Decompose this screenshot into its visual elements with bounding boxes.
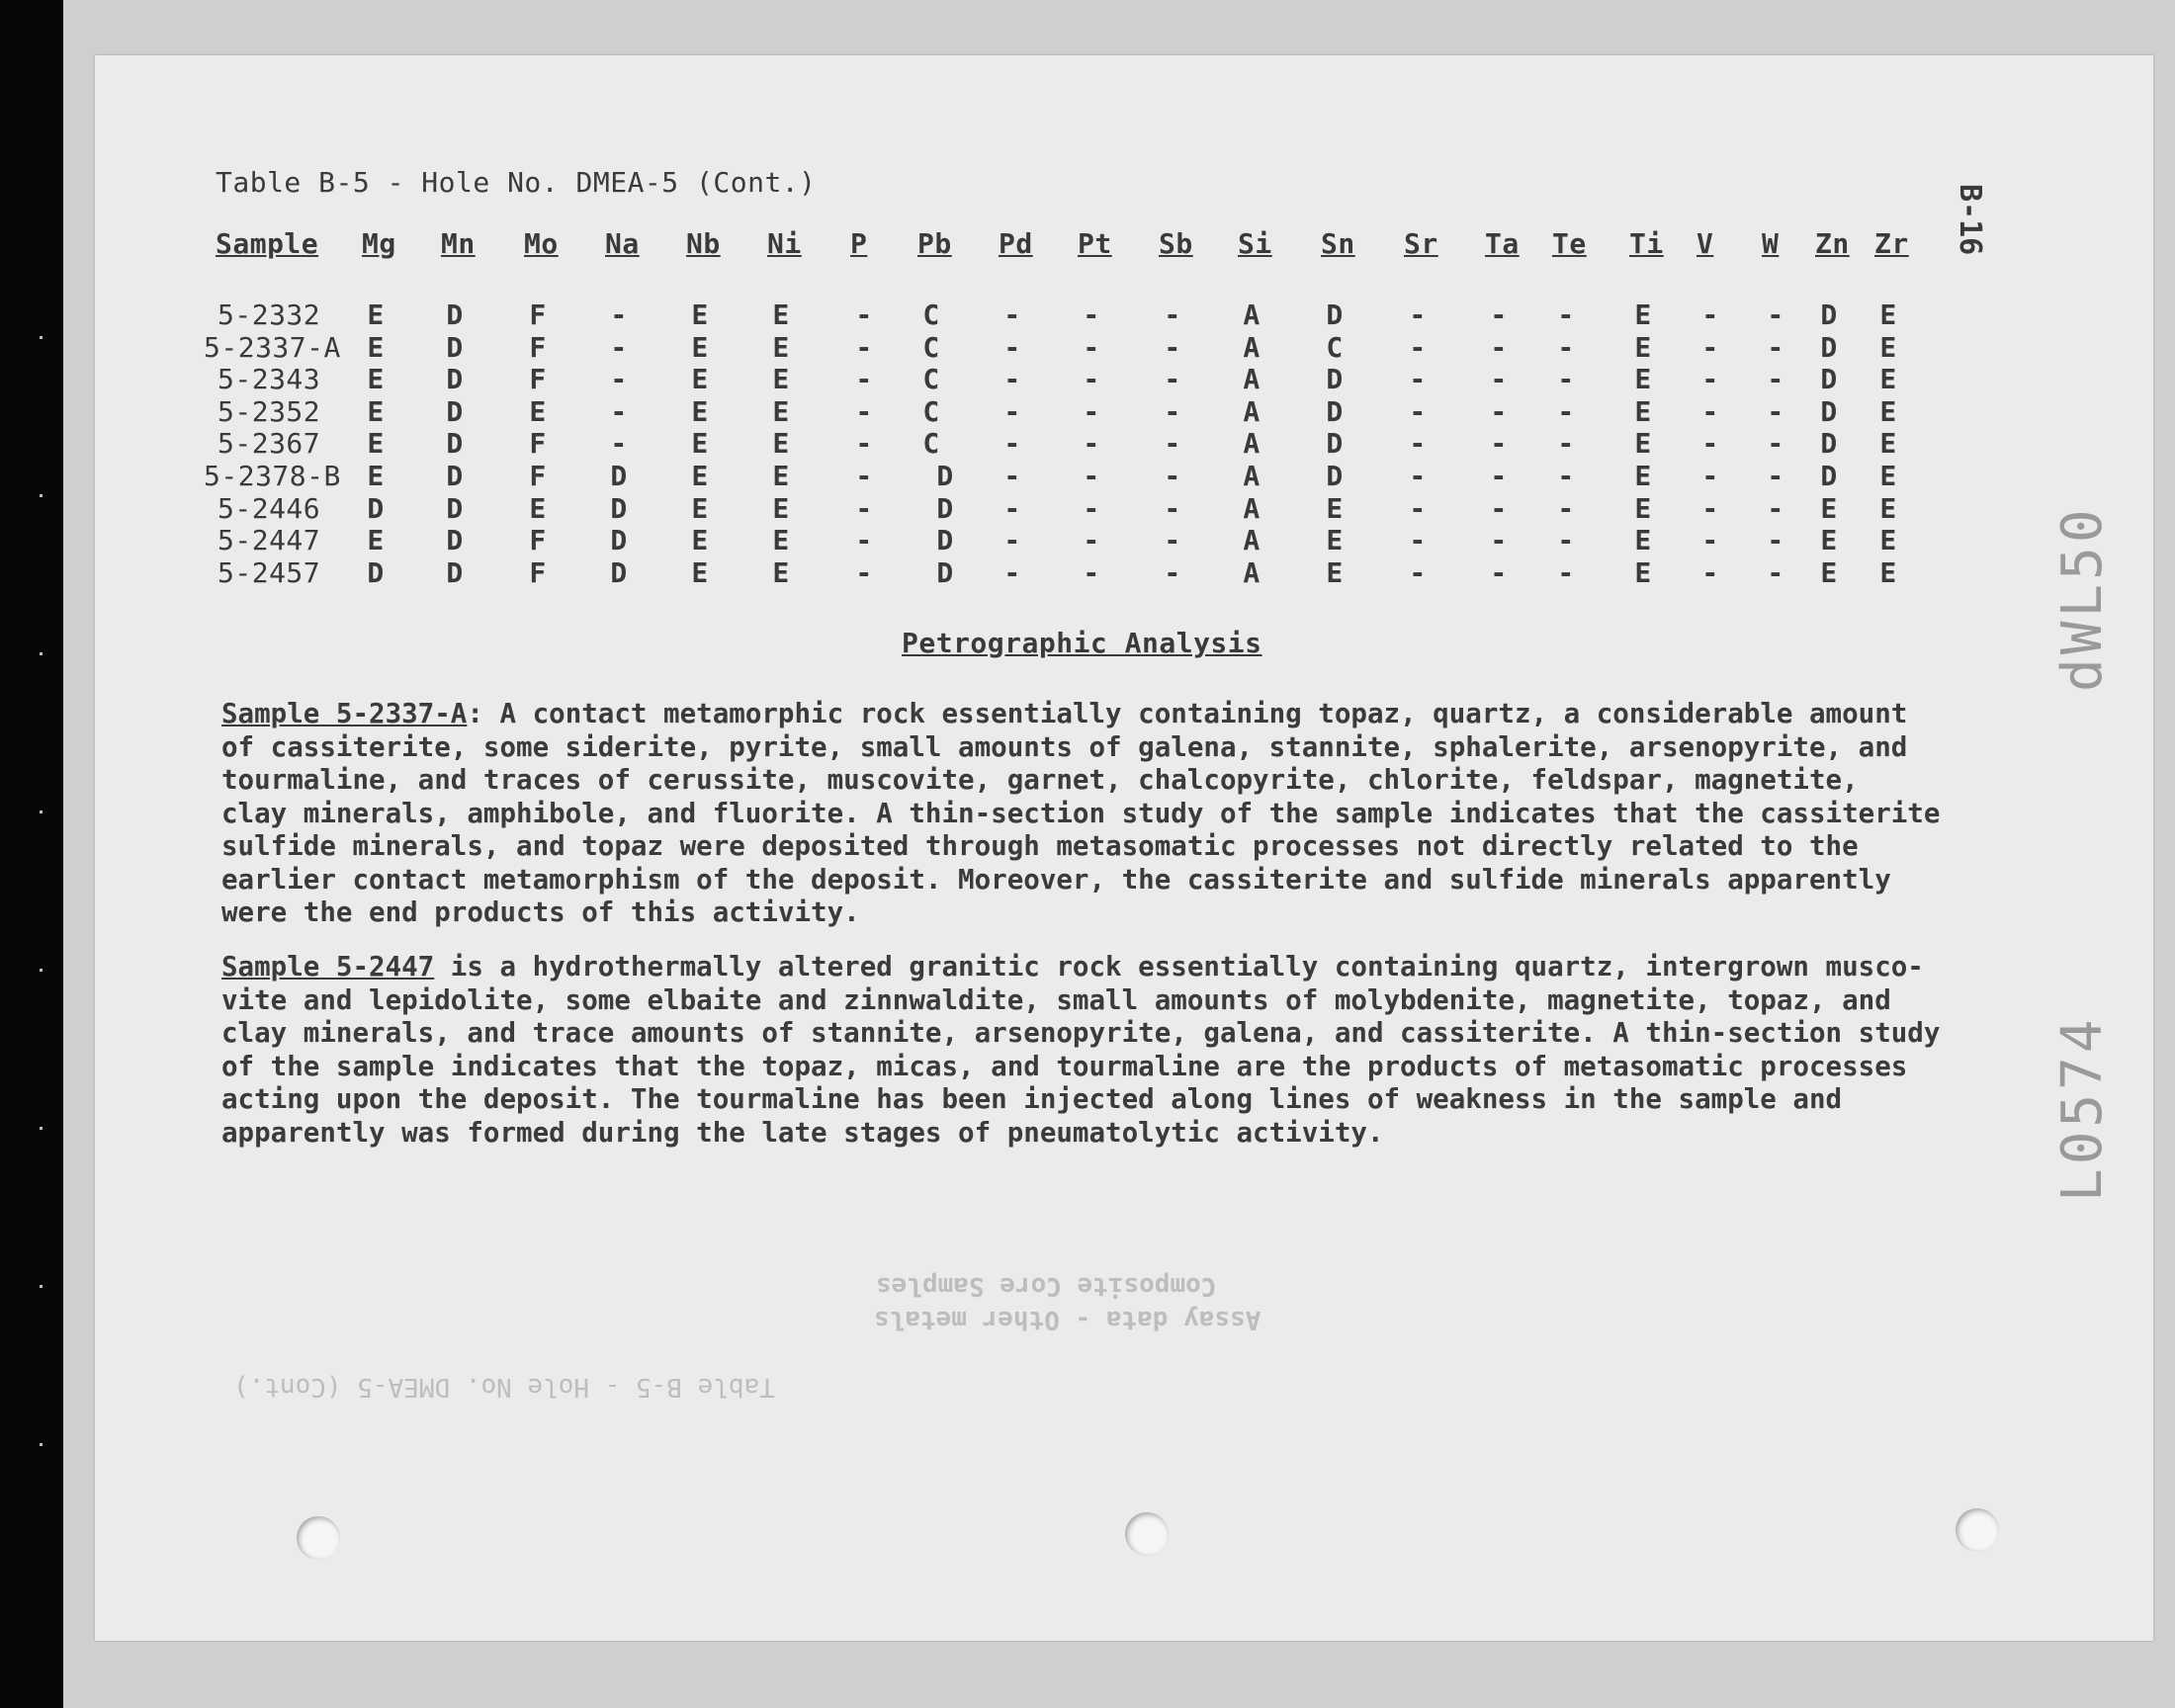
table-cell: - [1164,394,1181,428]
column-header: Pd [999,227,1033,260]
paragraph-line: were the end products of this activity. [221,897,860,928]
table-cell: D [1326,460,1344,492]
table-cell: A [1243,555,1261,589]
table-cell: E [1879,491,1897,525]
table-cell: E [1634,491,1652,525]
table-cell: - [1701,555,1719,589]
table-cell: - [1003,460,1021,492]
paragraph-line: : A contact metamorphic rock essentially containing topaz, quartz, a considerable amount [467,698,1908,729]
table-cell: F [529,330,547,364]
table-cell: - [1490,299,1508,331]
column-header: Na [605,227,640,260]
table-title: Table B-5 - Hole No. DMEA-5 (Cont.) [216,166,817,199]
column-header: Sample [216,227,319,260]
table-cell: - [1164,330,1181,364]
table-cell: F [529,427,547,461]
table-cell: E [1326,491,1344,525]
row-sample-label: 5-2378-B [204,460,341,492]
table-cell: D [1326,363,1344,396]
table-cell: - [1164,363,1181,396]
page-number: B-16 [1953,184,1987,256]
table-cell: E [691,363,709,396]
table-cell: E [1634,427,1652,461]
table-cell: E [529,394,547,428]
table-cell: - [1701,394,1719,428]
table-cell: - [1490,394,1508,428]
table-cell: E [691,491,709,525]
table-cell: - [1490,491,1508,525]
table-cell: D [936,491,954,525]
table-cell: F [529,363,547,396]
table-cell: D [936,524,954,557]
table-cell: D [610,555,628,589]
table-cell: D [610,460,628,492]
table-cell: E [1634,524,1652,557]
table-cell: E [691,299,709,331]
table-cell: - [1490,460,1508,492]
column-header: Sn [1321,227,1355,260]
punch-hole-center [1125,1512,1169,1556]
column-header: Zr [1874,227,1909,260]
table-cell: - [1490,555,1508,589]
table-cell: - [1557,491,1575,525]
table-cell: - [1083,460,1100,492]
table-cell: - [1409,491,1427,525]
table-cell: - [855,427,873,461]
table-cell: - [1767,363,1784,396]
table-cell: D [446,427,464,461]
bleed-through-heading: Assay data - Other metals [874,1305,1262,1334]
table-cell: E [1879,555,1897,589]
table-cell: - [1767,524,1784,557]
row-sample-label: 5-2352 [218,394,321,428]
table-cell: - [610,394,628,428]
table-cell: D [446,299,464,331]
table-cell: E [1326,524,1344,557]
table-cell: E [1879,299,1897,331]
bleed-through-subheading: Composite Core Samples [876,1271,1217,1301]
table-cell: E [691,394,709,428]
table-cell: - [1083,491,1100,525]
column-header: Mg [362,227,396,260]
table-cell: F [529,524,547,557]
table-cell: A [1243,491,1261,525]
table-cell: - [1083,363,1100,396]
paragraph-line: of the sample indicates that the topaz, micas, and tourmaline are the products of metasomatic processes [221,1050,1908,1082]
table-cell: E [1634,330,1652,364]
table-cell: - [1767,394,1784,428]
table-cell: - [1409,524,1427,557]
table-cell: - [1701,330,1719,364]
table-cell: - [610,330,628,364]
table-cell: - [1490,330,1508,364]
table-cell: - [1701,524,1719,557]
table-cell: - [855,299,873,331]
table-cell: A [1243,330,1261,364]
table-cell: A [1243,394,1261,428]
table-cell: D [446,524,464,557]
table-cell: E [1879,330,1897,364]
table-cell: - [1083,394,1100,428]
table-cell: D [1820,427,1838,461]
table-cell: - [1083,555,1100,589]
table-cell: - [1557,363,1575,396]
column-header: Si [1238,227,1272,260]
paragraph-lead: Sample 5-2337-A [221,698,468,729]
table-cell: D [1326,427,1344,461]
table-cell: - [1409,299,1427,331]
table-cell: - [1003,524,1021,557]
table-cell: C [1326,330,1344,364]
table-cell: - [1083,330,1100,364]
table-cell: - [1701,460,1719,492]
table-cell: D [446,555,464,589]
table-cell: - [1164,555,1181,589]
column-header: Ni [767,227,802,260]
table-cell: E [772,394,790,428]
table-cell: A [1243,460,1261,492]
table-cell: E [772,363,790,396]
column-header: Zn [1815,227,1850,260]
table-cell: - [1003,427,1021,461]
table-cell: - [1490,427,1508,461]
table-cell: E [1879,524,1897,557]
table-cell: D [1326,299,1344,331]
column-header: Sr [1404,227,1438,260]
table-cell: E [691,427,709,461]
table-cell: D [936,555,954,589]
side-stamp-top: dWL50 [2050,505,2115,692]
column-header: Te [1552,227,1587,260]
table-cell: E [1634,394,1652,428]
table-cell: E [1634,555,1652,589]
table-cell: - [1164,524,1181,557]
table-cell: E [1820,555,1838,589]
table-cell: D [367,491,385,525]
table-cell: - [1083,427,1100,461]
column-header: Mo [524,227,559,260]
table-cell: D [936,460,954,492]
section-title: Petrographic Analysis [902,627,1262,659]
paragraph-lead: Sample 5-2447 [221,951,435,982]
table-cell: - [1409,330,1427,364]
paragraph-line: of cassiterite, some siderite, pyrite, small amounts of galena, stannite, sphalerite, arsenopyrite, and [221,730,1908,763]
column-header: Ti [1629,227,1664,260]
table-cell: - [1701,491,1719,525]
table-cell: D [446,491,464,525]
side-stamp-bottom: L0574 [2050,1015,2115,1202]
table-cell: A [1243,299,1261,331]
punch-hole-right [1956,1508,1999,1552]
table-cell: - [1557,394,1575,428]
row-sample-label: 5-2337-A [204,330,341,364]
punch-hole-left [297,1516,340,1560]
table-cell: D [1820,460,1838,492]
table-cell: - [1767,491,1784,525]
table-cell: C [922,394,940,428]
table-cell: D [1326,394,1344,428]
table-cell: E [1879,460,1897,492]
table-cell: E [367,524,385,557]
table-cell: D [610,491,628,525]
table-cell: E [367,394,385,428]
table-cell: - [1557,427,1575,461]
table-cell: - [855,555,873,589]
table-cell: E [367,427,385,461]
table-cell: - [1490,524,1508,557]
table-cell: C [922,330,940,364]
table-cell: - [1767,330,1784,364]
scanner-edge [0,0,63,1708]
table-cell: A [1243,363,1261,396]
table-cell: E [772,427,790,461]
table-cell: - [1409,363,1427,396]
paragraph-line: earlier contact metamorphism of the deposit. Moreover, the cassiterite and sulfide minerals apparently [221,863,1891,896]
table-cell: D [446,394,464,428]
table-cell: - [1003,555,1021,589]
table-cell: C [922,299,940,331]
paragraph-line: acting upon the deposit. The tourmaline has been injected along lines of weakness in the sample and [221,1083,1843,1115]
table-cell: - [1557,460,1575,492]
table-cell: E [1879,394,1897,428]
table-cell: E [772,330,790,364]
table-cell: D [446,330,464,364]
table-cell: D [1820,330,1838,364]
table-cell: E [1634,363,1652,396]
paragraph-line: clay minerals, amphibole, and fluorite. A thin-section study of the sample indicates that the cassiterite [221,797,1941,829]
table-cell: - [610,363,628,396]
table-cell: D [1820,299,1838,331]
column-header: V [1696,227,1714,260]
paragraph-line: vite and lepidolite, some elbaite and zinnwaldite, small amounts of molybdenite, magnetite, topaz, and [221,983,1891,1016]
table-cell: D [446,363,464,396]
table-cell: A [1243,427,1261,461]
paragraph-line: apparently was formed during the late stages of pneumatolytic activity. [221,1116,1384,1149]
table-cell: E [367,460,385,492]
table-cell: - [1164,427,1181,461]
paragraph-sample-5-2447 [221,951,1961,1150]
table-cell: F [529,299,547,331]
column-header: Mn [441,227,476,260]
table-cell: - [1164,491,1181,525]
table-cell: D [1820,394,1838,428]
table-cell: E [1820,524,1838,557]
column-header: Pb [917,227,952,260]
table-cell: D [367,555,385,589]
table-cell: D [610,524,628,557]
table-cell: - [1701,427,1719,461]
table-cell: E [691,330,709,364]
row-sample-label: 5-2446 [218,491,321,525]
paragraph-sample-5-2337-a [221,698,1961,930]
table-cell: - [1767,460,1784,492]
paragraph-line: tourmaline, and traces of cerussite, muscovite, garnet, chalcopyrite, chlorite, feldspar, magnetite, [221,764,1859,796]
table-cell: E [529,491,547,525]
table-cell: - [1409,555,1427,589]
table-cell: - [1409,460,1427,492]
table-cell: - [1767,555,1784,589]
table-cell: - [610,427,628,461]
table-cell: F [529,460,547,492]
column-header: Sb [1159,227,1193,260]
table-cell: - [855,363,873,396]
table-cell: - [1557,330,1575,364]
table-cell: E [1820,491,1838,525]
table-cell: E [691,524,709,557]
table-cell: - [1083,299,1100,331]
table-cell: E [691,555,709,589]
table-cell: - [1003,330,1021,364]
table-cell: E [691,460,709,492]
paragraph-line: sulfide minerals, and topaz were deposited through metasomatic processes not directly related to the [221,830,1859,862]
table-cell: - [1409,394,1427,428]
table-cell: - [855,460,873,492]
table-cell: E [1634,299,1652,331]
table-cell: D [1820,363,1838,396]
table-cell: - [1490,363,1508,396]
table-cell: - [1003,363,1021,396]
row-sample-label: 5-2457 [218,555,321,589]
table-cell: E [772,299,790,331]
table-cell: - [1701,363,1719,396]
column-header: P [850,227,868,260]
table-cell: - [1164,299,1181,331]
table-cell: E [772,524,790,557]
table-cell: C [922,427,940,461]
column-header: Nb [686,227,721,260]
table-cell: - [855,330,873,364]
table-cell: - [1003,299,1021,331]
table-cell: - [1767,427,1784,461]
table-cell: D [446,460,464,492]
table-cell: E [367,363,385,396]
paragraph-line: is a hydrothermally altered granitic rock essentially containing quartz, intergrown musco- [434,951,1924,982]
table-cell: E [367,330,385,364]
row-sample-label: 5-2343 [218,363,321,396]
row-sample-label: 5-2332 [218,299,321,331]
table-cell: - [1164,460,1181,492]
table-cell: - [1767,299,1784,331]
table-cell: - [1557,524,1575,557]
table-cell: E [367,299,385,331]
table-cell: E [1326,555,1344,589]
table-cell: - [1701,299,1719,331]
row-sample-label: 5-2447 [218,524,321,557]
table-cell: E [772,460,790,492]
column-header: W [1762,227,1780,260]
table-cell: - [1557,299,1575,331]
table-cell: - [610,299,628,331]
table-cell: E [1634,460,1652,492]
table-cell: - [1409,427,1427,461]
table-cell: - [855,524,873,557]
table-cell: - [855,394,873,428]
table-cell: A [1243,524,1261,557]
table-cell: - [1003,491,1021,525]
table-cell: F [529,555,547,589]
table-cell: - [1083,524,1100,557]
table-cell: E [772,491,790,525]
column-header: Ta [1485,227,1520,260]
table-cell: E [772,555,790,589]
bleed-through-title: Table B-5 - Hole No. DMEA-5 (Cont.) [233,1372,775,1402]
table-cell: E [1879,363,1897,396]
column-header: Pt [1078,227,1112,260]
table-cell: - [1003,394,1021,428]
table-cell: E [1879,427,1897,461]
row-sample-label: 5-2367 [218,427,321,461]
table-cell: - [855,491,873,525]
table-cell: - [1557,555,1575,589]
table-cell: C [922,363,940,396]
paragraph-line: clay minerals, and trace amounts of stannite, arsenopyrite, galena, and cassiterite. A thin-section study [221,1017,1941,1049]
